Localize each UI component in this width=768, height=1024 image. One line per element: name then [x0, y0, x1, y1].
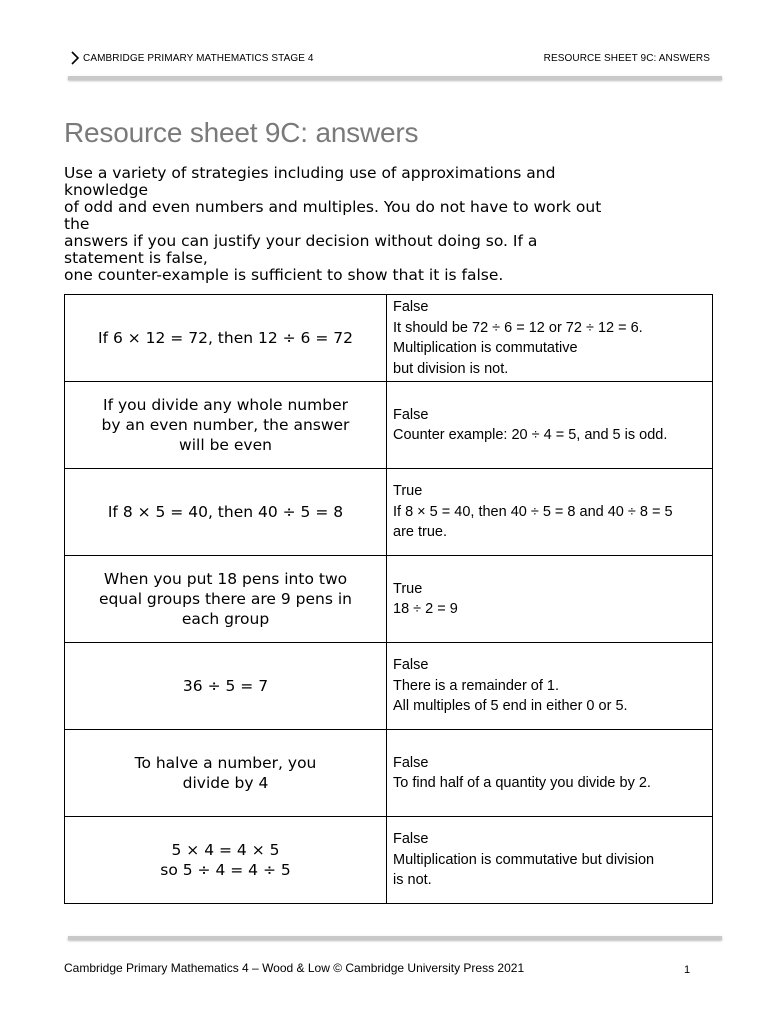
answer-line: 18 ÷ 2 = 9: [393, 601, 458, 617]
instruction-line: one counter-example is sufficient to show that it is false.: [64, 266, 504, 284]
header-divider: [68, 76, 722, 80]
table-row: [65, 730, 713, 817]
instruction-line: Use a variety of strategies including use of approximations and: [64, 164, 556, 182]
instruction-line: of odd and even numbers and multiples. You do not have to work out: [64, 198, 602, 216]
answer-cell: [387, 730, 713, 817]
answer-line: All multiples of 5 end in either 0 or 5.: [393, 698, 628, 715]
footer-credit: Cambridge Primary Mathematics 4 – Wood & Low © Cambridge University Press 2021: [64, 961, 525, 975]
page-title: Resource sheet 9C: answers: [64, 117, 419, 148]
answer-line: It should be 72 ÷ 6 = 12 or 72 ÷ 12 = 6.: [393, 319, 643, 336]
answer-line: Multiplication is commutative but division: [393, 851, 655, 868]
answer-line: Multiplication is commutative: [393, 340, 578, 356]
instructions: [64, 165, 714, 284]
statement-line: each group: [181, 610, 270, 628]
statement-line: To halve a number, you: [134, 754, 317, 772]
statement-cell: [65, 556, 387, 643]
answer-line: is not.: [393, 872, 432, 889]
table-row: [65, 469, 713, 556]
statement-line: When you put 18 pens into two: [103, 570, 348, 588]
statement-cell: [65, 469, 387, 556]
answer-cell: [387, 469, 713, 556]
answer-line: If 8 × 5 = 40, then 40 ÷ 5 = 8 and 40 ÷ 8 = 5: [393, 503, 673, 520]
answer-verdict: False: [393, 406, 429, 423]
chevron-right-icon: [68, 50, 82, 66]
answer-cell: [387, 382, 713, 469]
table-row: [65, 817, 713, 904]
statement-cell: [65, 382, 387, 469]
answer-cell: [387, 556, 713, 643]
statement-line: If you divide any whole number: [103, 396, 348, 414]
answer-cell: [387, 295, 713, 382]
answer-verdict: True: [393, 580, 423, 597]
statement-cell: [65, 730, 387, 817]
answer-line: are true.: [393, 524, 447, 541]
statement-line: will be even: [179, 436, 272, 454]
page-number: 1: [684, 964, 691, 976]
table-row: [65, 295, 713, 382]
statement-line: If 8 × 5 = 40, then 40 ÷ 5 = 8: [107, 503, 344, 521]
page-header: [68, 52, 712, 66]
statement-line: 5 × 4 = 4 × 5: [171, 841, 280, 859]
answer-verdict: False: [393, 657, 429, 674]
table-row: [65, 556, 713, 643]
instruction-line: statement is false,: [64, 249, 208, 267]
answer-verdict: False: [393, 299, 429, 315]
statement-line: 36 ÷ 5 = 7: [182, 677, 269, 695]
answer-cell: [387, 817, 713, 904]
header-right-text: RESOURCE SHEET 9C: ANSWERS: [543, 53, 710, 64]
header-left-text: CAMBRIDGE PRIMARY MATHEMATICS STAGE 4: [83, 53, 314, 64]
instruction-line: the: [64, 215, 90, 233]
answer-verdict: False: [393, 754, 429, 771]
answer-line: To find half of a quantity you divide by 2.: [393, 775, 651, 791]
statement-line: so 5 ÷ 4 = 4 ÷ 5: [160, 861, 291, 879]
answer-verdict: False: [393, 831, 429, 848]
statement-line: by an even number, the answer: [101, 416, 350, 434]
footer-divider: [68, 936, 722, 940]
statement-cell: [65, 295, 387, 382]
answers-table: [64, 294, 713, 904]
instruction-line: answers if you can justify your decision without doing so. If a: [64, 232, 538, 250]
statement-line: equal groups there are 9 pens in: [99, 590, 352, 608]
table-row: [65, 643, 713, 730]
statement-cell: [65, 817, 387, 904]
answer-line: but division is not.: [393, 360, 509, 377]
table-row: [65, 382, 713, 469]
statement-cell: [65, 643, 387, 730]
answer-line: There is a remainder of 1.: [393, 677, 560, 694]
statement-line: divide by 4: [182, 774, 269, 792]
instruction-line: knowledge: [64, 181, 149, 199]
answer-line: Counter example: 20 ÷ 4 = 5, and 5 is odd.: [393, 427, 668, 443]
answer-verdict: True: [393, 483, 423, 500]
statement-line: If 6 × 12 = 72, then 12 ÷ 6 = 72: [98, 329, 353, 347]
answer-cell: [387, 643, 713, 730]
